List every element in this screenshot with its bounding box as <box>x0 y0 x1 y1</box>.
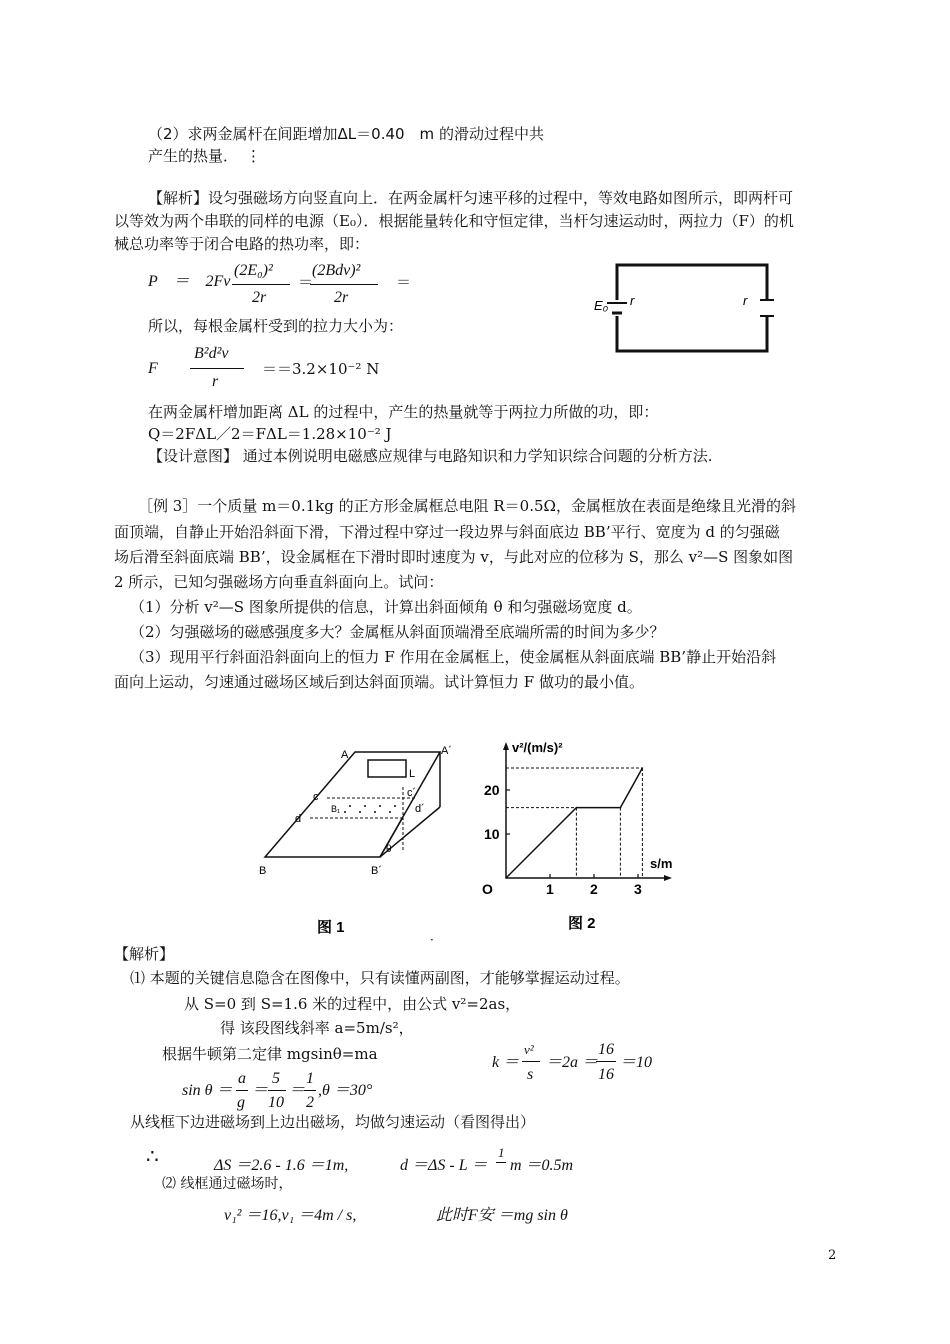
solution-heading: 【解析】 <box>114 945 175 963</box>
k-den1: s <box>527 1066 534 1083</box>
fraction-bar <box>236 1090 248 1091</box>
figure2-v2-s-chart <box>470 738 690 938</box>
label-d: d <box>295 813 302 825</box>
power-den1: 2r <box>252 289 267 306</box>
k-mid: ＝2a ＝ <box>546 1054 599 1071</box>
example3-question3a: （3）现用平行斜面沿斜面向上的恒力 F 作用在金属框上，使金属框从斜面底端 BB’静止开始沿斜 <box>130 648 777 666</box>
page-number: 2 <box>828 1248 837 1263</box>
fraction-bar <box>496 1162 506 1163</box>
question-2-line1: （2）求两金属杆在间距增加ΔL＝0.40 m 的滑动过程中共 <box>148 125 544 143</box>
label-c-prime: c´ <box>407 787 417 799</box>
label-L: L <box>409 768 416 780</box>
k-lhs: k ＝ <box>492 1054 520 1071</box>
field-dots <box>344 805 396 813</box>
y-tick-label: 10 <box>484 826 500 842</box>
sin-den1: g <box>237 1094 245 1111</box>
fraction-bar <box>596 1061 616 1062</box>
fraction-bar <box>522 1061 540 1062</box>
analysis-line1: 【解析】设匀强磁场方向竖直向上．在两金属杆匀速平移的过程中，等效电路如图所示，即两杆可 <box>148 189 794 207</box>
chart-axes <box>503 742 672 881</box>
d-num: 1 <box>498 1145 505 1160</box>
fraction-bar <box>304 1090 316 1091</box>
left-resistance-label: r <box>630 293 635 308</box>
solution-line6: ⑵ 线框通过磁场时， <box>162 1176 293 1192</box>
solution-line3: 得 该段图线斜率 a=5m/s²， <box>220 1019 414 1037</box>
force-den: r <box>212 373 219 390</box>
so-line: 所以，每根金属杆受到的拉力大小为： <box>148 317 404 335</box>
solution-line5: 从线框下边进磁场到上边出磁场，均做匀速运动（看图得出） <box>130 1113 536 1131</box>
fraction-bar <box>310 284 378 285</box>
force-tail: ＝＝3.2×10⁻² N <box>262 360 380 378</box>
solution-line1: ⑴ 本题的关键信息隐含在图像中，只有读懂两副图，才能够掌握运动过程。 <box>130 969 630 987</box>
example3-line1: ［例 3］一个质量 m＝0.1kg 的正方形金属框总电阻 R＝0.5Ω，金属框放在表面是绝缘且光滑的斜 <box>138 497 796 515</box>
label-d-prime: d´ <box>415 803 425 815</box>
power-den2: 2r <box>334 289 349 306</box>
analysis-line3: 械总功率等于闭合电路的热功率，即： <box>114 235 370 253</box>
d-tail: m ＝0.5m <box>510 1157 574 1174</box>
fraction-bar <box>190 368 244 369</box>
solution-line2: 从 S=0 到 S=1.6 米的过程中，由公式 v²=2as， <box>184 995 521 1013</box>
k-tail: ＝10 <box>620 1054 653 1071</box>
velocity-equation: v₁² ＝16,v₁ ＝4m / s, <box>224 1207 357 1224</box>
k-num2: 16 <box>598 1041 614 1058</box>
design-intent: 【设计意图】 通过本例说明电磁感应规律与电路知识和力学知识综合问题的分析方法. <box>148 447 713 465</box>
chart-ticks <box>484 782 642 897</box>
power-eq: ＝ <box>298 273 314 291</box>
sin-den2: 10 <box>268 1094 284 1111</box>
label-B-prime: B´ <box>371 865 382 877</box>
label-A-prime: A´ <box>441 745 452 757</box>
delta-s-equation: ΔS ＝2.6 - 1.6 ＝1m, <box>214 1157 349 1174</box>
example3-line3: 场后滑至斜面底端 BB’，设金属框在下滑时即时速度为 v，与此对应的位移为 S，那么 v²—S 图象如图 <box>114 548 794 566</box>
label-theta: θ <box>386 844 392 855</box>
heat-line: 在两金属杆增加距离 ΔL 的过程中，产生的热量就等于两拉力所做的功，即： <box>148 403 659 421</box>
example3-question3b: 面向上运动，匀速通过磁场区域后到达斜面顶端。试计算恒力 F 做功的最小值。 <box>114 673 644 691</box>
therefore-symbol: ∴ <box>146 1144 159 1168</box>
power-num1: (2E₀)² <box>234 262 273 279</box>
example3-line4: 2 所示，已知匀强磁场方向垂直斜面向上。试问： <box>114 573 444 591</box>
example3-line2: 面顶端，自静止开始沿斜面下滑，下滑过程中穿过一段边界与斜面底边 BB’平行、宽度为 d 的匀强磁 <box>114 523 780 541</box>
force-lhs: F <box>148 360 158 377</box>
circuit-wires <box>607 265 774 351</box>
sin-lhs: sin θ ＝ <box>182 1082 233 1099</box>
equivalent-circuit-diagram <box>590 258 780 358</box>
example3-question1: （1）分析 v²—S 图象所提供的信息，计算出斜面倾角 θ 和匀强磁场宽度 d。 <box>130 598 642 616</box>
stray-dot: · <box>430 933 434 947</box>
figure1-incline-diagram <box>255 742 470 940</box>
power-tail: ＝ <box>396 273 412 291</box>
chart-series-line <box>506 768 642 878</box>
sin-eq1: ＝ <box>252 1082 269 1099</box>
power-lhs: P ＝ 2Fv <box>148 273 231 290</box>
right-resistance-label: r <box>743 293 748 308</box>
sin-den3: 2 <box>306 1094 314 1111</box>
dots-mark: ⋮ <box>246 147 261 165</box>
sin-eq2: ＝ <box>289 1082 306 1099</box>
chart-guides <box>505 767 643 879</box>
chart-origin: O <box>482 881 493 897</box>
ampere-force-equation: 此时F安 ＝mg sin θ <box>436 1207 568 1224</box>
power-num2: (2Bdv)² <box>312 262 361 279</box>
fraction-bar <box>232 284 290 285</box>
y-tick-label: 20 <box>484 782 500 798</box>
sin-num1: a <box>238 1070 246 1087</box>
figure1-caption: 图 1 <box>317 919 345 936</box>
heat-equation: Q＝2FΔL／2＝FΔL＝1.28×10⁻² J <box>148 425 392 443</box>
force-num: B²d²v <box>194 345 229 362</box>
analysis-line2: 以等效为两个串联的同样的电源（E₀）．根据能量转化和守恒定律，当杆匀速运动时，两拉力（F）的机 <box>114 212 794 230</box>
example3-question2: （2）匀强磁场的磁感强度多大？金属框从斜面顶端滑至底端所需的时间为多少？ <box>130 623 665 641</box>
x-tick-label: 2 <box>590 881 598 897</box>
question-2-line2: 产生的热量． <box>148 147 239 165</box>
label-c: c <box>313 791 319 803</box>
k-num1: v² <box>524 1042 534 1057</box>
label-B1: B₁ <box>331 804 341 814</box>
x-tick-label: 3 <box>634 881 642 897</box>
chart-x-label: s/m <box>650 856 673 871</box>
chart-y-label: v²/(m/s)² <box>512 740 563 755</box>
solution-line4: 根据牛顿第二定律 mgsinθ=ma <box>162 1045 378 1063</box>
sin-num3: 1 <box>306 1070 314 1087</box>
label-B: B <box>259 865 267 877</box>
x-tick-label: 1 <box>546 881 554 897</box>
fraction-bar <box>268 1090 286 1091</box>
emf-label: E₀ <box>594 298 609 313</box>
figure2-caption: 图 2 <box>568 915 596 932</box>
sin-tail: ,θ ＝30° <box>318 1082 373 1099</box>
sin-num2: 5 <box>272 1070 280 1087</box>
d-lhs: d ＝ΔS - L ＝ <box>400 1157 488 1174</box>
k-den2: 16 <box>598 1066 614 1083</box>
label-A: A <box>341 749 349 761</box>
